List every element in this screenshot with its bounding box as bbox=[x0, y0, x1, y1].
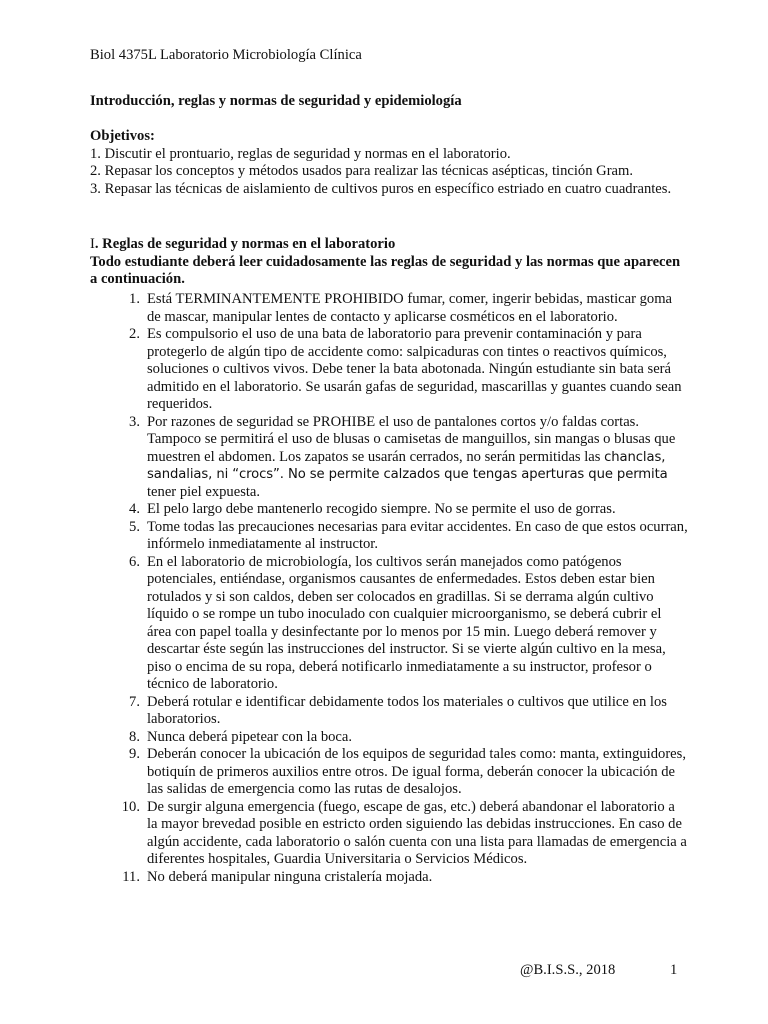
rule-number: 6. bbox=[129, 553, 140, 570]
objective-item: 2. Repasar los conceptos y métodos usados para realizar las técnicas asépticas, tinción Gram. bbox=[90, 163, 634, 179]
rules-list bbox=[90, 291, 690, 886]
list-item bbox=[90, 799, 690, 869]
course-header: Biol 4375L Laboratorio Microbiología Clínica bbox=[90, 47, 362, 63]
rule-text: Deberán conocer la ubicación de los equipos de seguridad tales como: manta, extinguidores, botiquín de primeros auxilios entre otros. De igual forma, deberán conocer la ubicación de las salidas de emergencia como las rutas de desalojos. bbox=[147, 746, 686, 797]
rule-text-part: chanclas, sandalias, ni “crocs”. No se permite calzados que tengas aperturas que permita bbox=[147, 449, 668, 482]
rule-number: 7. bbox=[129, 693, 140, 710]
rule-text: Nunca deberá pipetear con la boca. bbox=[147, 728, 353, 745]
rule-number: 5. bbox=[129, 518, 140, 535]
list-item bbox=[90, 746, 690, 799]
objective-item: 3. Repasar las técnicas de aislamiento de cultivos puros en específico estriado en cuatro cuadrantes. bbox=[90, 180, 672, 197]
list-item bbox=[90, 694, 690, 729]
rule-text: Tome todas las precauciones necesarias para evitar accidentes. En caso de que estos ocurran, infórmelo inmediatamente al instructor. bbox=[147, 518, 688, 552]
list-item bbox=[90, 414, 690, 502]
objectives-block bbox=[90, 128, 690, 198]
copyright-notice: @B.I.S.S., 2018 bbox=[520, 962, 616, 978]
rule-text: De surgir alguna emergencia (fuego, escape de gas, etc.) deberá abandonar el laboratorio a la mayor brevedad posible en estricto orden siguiendo las debidas instrucciones. En caso de algún accidente, cada laboratorio o salón cuenta con una lista para llamadas de emergencia a diferentes hospitales, Guardia Universitaria o Servicios Médicos. bbox=[147, 798, 687, 867]
list-item bbox=[90, 729, 690, 747]
objective-item: 1. Discutir el prontuario, reglas de seguridad y normas en el laboratorio. bbox=[90, 145, 511, 162]
rule-number: 2. bbox=[129, 326, 140, 342]
section-heading-block bbox=[90, 236, 690, 289]
rule-text: No deberá manipular ninguna cristalería mojada. bbox=[147, 868, 433, 885]
section-intro: Todo estudiante deberá leer cuidadosamente las reglas de seguridad y las normas que aparecen a continuación. bbox=[90, 253, 681, 287]
rule-text: Deberá rotular e identificar debidamente todos los materiales o cultivos que utilice en los laboratorios. bbox=[147, 693, 667, 727]
list-item bbox=[90, 501, 690, 519]
rule-text: En el laboratorio de microbiología, los cultivos serán manejados como patógenos potenciales, entiéndase, organismos causantes de enfermedades. Estos deben estar bien rotulados y si son caldos, deben ser colocados en gradillas. Si se derrama algún cultivo líquido o se rompe un tubo inoculado con cualquier microorganismo, se deberá cubrir el área con papel toalla y desinfectante por lo menos por 15 min. Luego deberá remover y descartar éste según las instrucciones del instructor. Si se vierte algún cultivo en la mesa, piso o encima de su ropa, deberá notificarlo inmediatamente a su instructor, profesor o técnico de laboratorio. bbox=[147, 553, 666, 692]
rule-number: 9. bbox=[129, 746, 140, 762]
page-title: Introducción, reglas y normas de seguridad y epidemiología bbox=[90, 93, 462, 109]
page-number: 1 bbox=[670, 962, 678, 978]
rule-text bbox=[140, 414, 688, 502]
section-title bbox=[90, 236, 690, 254]
list-item bbox=[90, 554, 690, 694]
rule-text: Está TERMINANTEMENTE PROHIBIDO fumar, comer, ingerir bebidas, masticar goma de mascar, manipular lentes de contacto y aplicarse cosméticos en el laboratorio. bbox=[147, 291, 673, 325]
rule-text: El pelo largo debe mantenerlo recogido siempre. No se permite el uso de gorras. bbox=[147, 501, 616, 517]
rule-number: 10. bbox=[121, 798, 140, 815]
section-title-text: . Reglas de seguridad y normas en el laboratorio bbox=[94, 236, 396, 252]
rule-number: 4. bbox=[129, 501, 140, 517]
rule-number: 3. bbox=[129, 413, 140, 430]
list-item bbox=[90, 519, 690, 554]
section-roman-numeral: I bbox=[90, 236, 95, 252]
rule-text-part: Por razones de seguridad se PROHIBE el uso de pantalones cortos y/o faldas cortas. Tampoco se permitirá el uso de blusas o camisetas de manguillos, sin mangas o blusas que muestren el abdomen. Los zapatos se usarán cerrados, no serán permitidas las bbox=[147, 413, 676, 465]
rule-number: 11. bbox=[122, 868, 140, 885]
list-item bbox=[90, 869, 690, 887]
rule-number: 1. bbox=[129, 291, 140, 307]
list-item bbox=[90, 291, 690, 326]
list-item bbox=[90, 326, 690, 414]
rule-text-part: tener piel expuesta. bbox=[147, 483, 261, 500]
objectives-heading: Objetivos: bbox=[90, 128, 155, 144]
rule-number: 8. bbox=[129, 728, 140, 745]
rule-text: Es compulsorio el uso de una bata de laboratorio para prevenir contaminación y para protegerlo de algún tipo de accidente como: salpicaduras con tintes o reactivos químicos, soluciones o cultivos vivos. Debe tener la bata abotonada. Ningún estudiante sin bata será admitido en el laboratorio. Se usarán gafas de seguridad, mascarillas y guantes cuando sean requeridos. bbox=[147, 326, 682, 412]
